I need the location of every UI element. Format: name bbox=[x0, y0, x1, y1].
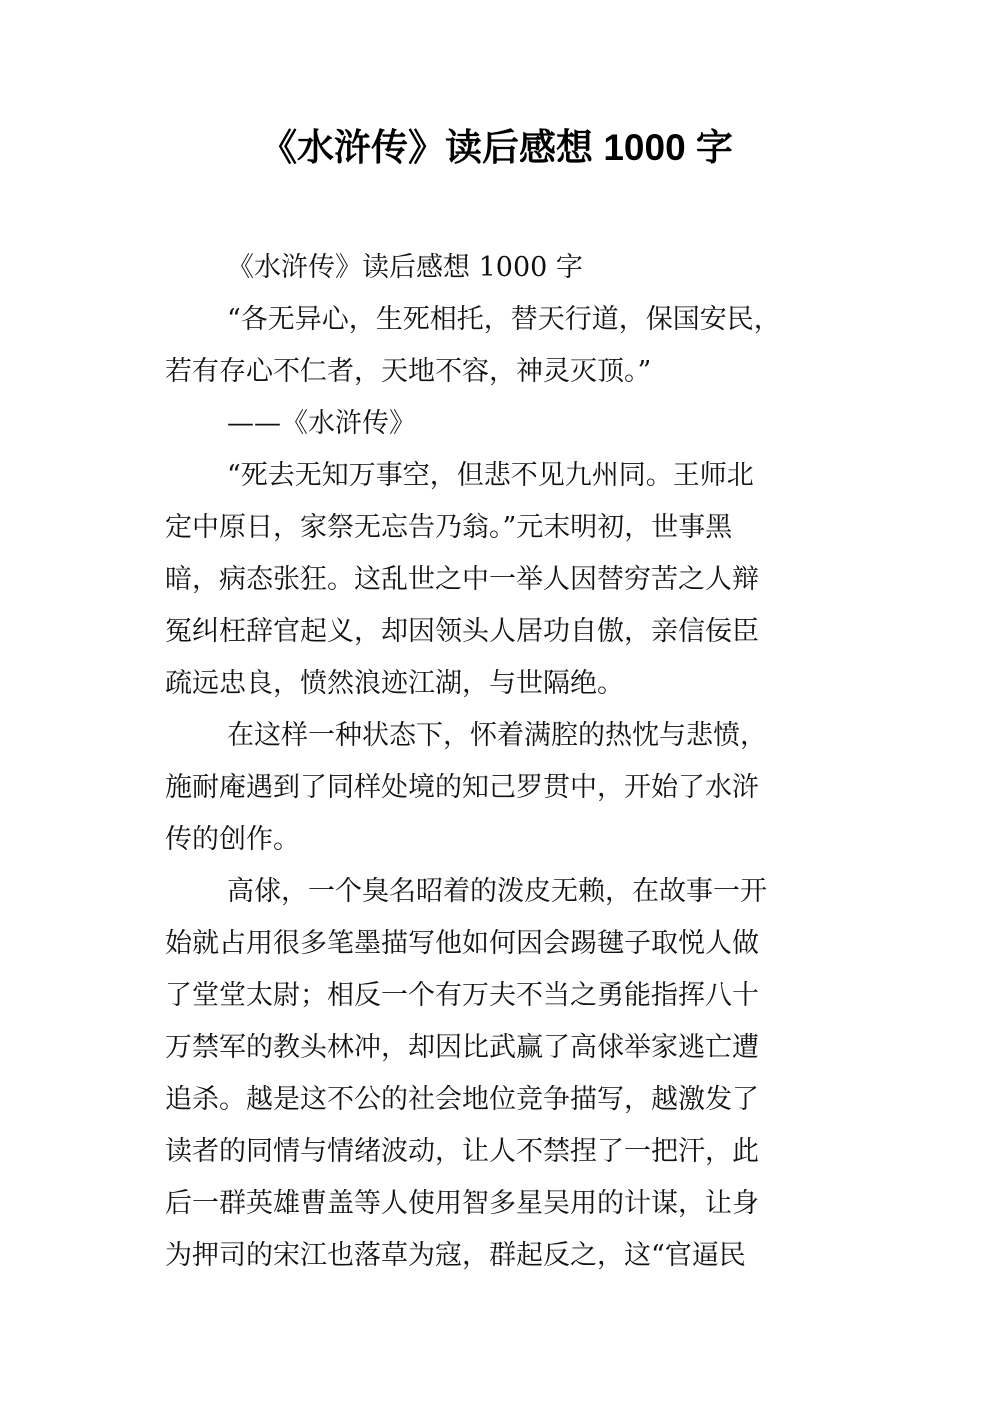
text-line: “各无异心，生死相托，替天行道，保国安民， bbox=[227, 304, 781, 335]
text-line: 疏远忠良，愤然浪迹江湖，与世隔绝。 bbox=[165, 668, 624, 699]
text-line: 若有存心不仁者，天地不容，神灵灭顶。” bbox=[165, 356, 652, 387]
text-line: 高俅，一个臭名昭着的泼皮无赖，在故事一开 bbox=[227, 876, 767, 907]
text-line: 始就占用很多笔墨描写他如何因会踢毽子取悦人做 bbox=[165, 928, 759, 959]
paragraph-poem-context bbox=[165, 450, 835, 710]
text-line: 读者的同情与情绪波动，让人不禁捏了一把汗，此 bbox=[165, 1136, 759, 1167]
paragraph-creation bbox=[165, 710, 835, 866]
text-line: 《水浒传》读后感想 1000 字 bbox=[227, 252, 583, 283]
text-line: 了堂堂太尉；相反一个有万夫不当之勇能指挥八十 bbox=[165, 980, 759, 1011]
paragraph-gao-qiu bbox=[165, 866, 835, 1282]
text-line: ——《水浒传》 bbox=[227, 408, 416, 439]
text-line: 在这样一种状态下，怀着满腔的热忱与悲愤， bbox=[227, 720, 767, 751]
text-line: 后一群英雄曹盖等人使用智多星吴用的计谋，让身 bbox=[165, 1188, 759, 1219]
text-line: 定中原日，家祭无忘告乃翁。”元末明初，世事黑 bbox=[165, 512, 733, 543]
text-line: 万禁军的教头林冲，却因比武赢了高俅举家逃亡遭 bbox=[165, 1032, 759, 1063]
document-title: 《水浒传》读后感想 1000 字 bbox=[260, 127, 733, 168]
text-line: 为押司的宋江也落草为寇，群起反之，这“官逼民 bbox=[165, 1240, 746, 1271]
paragraph-subtitle bbox=[165, 242, 835, 294]
text-line: 施耐庵遇到了同样处境的知己罗贯中，开始了水浒 bbox=[165, 772, 759, 803]
text-line: “死去无知万事空，但悲不见九州同。王师北 bbox=[227, 460, 754, 491]
paragraph-attribution bbox=[165, 398, 835, 450]
text-line: 冤纠枉辞官起义，却因领头人居功自傲，亲信佞臣 bbox=[165, 616, 759, 647]
text-line: 暗，病态张狂。这乱世之中一举人因替穷苦之人辩 bbox=[165, 564, 759, 595]
document-body bbox=[165, 242, 835, 1282]
text-line: 追杀。越是这不公的社会地位竞争描写，越激发了 bbox=[165, 1084, 759, 1115]
paragraph-oath-quote bbox=[165, 294, 835, 398]
text-line: 传的创作。 bbox=[165, 824, 300, 855]
